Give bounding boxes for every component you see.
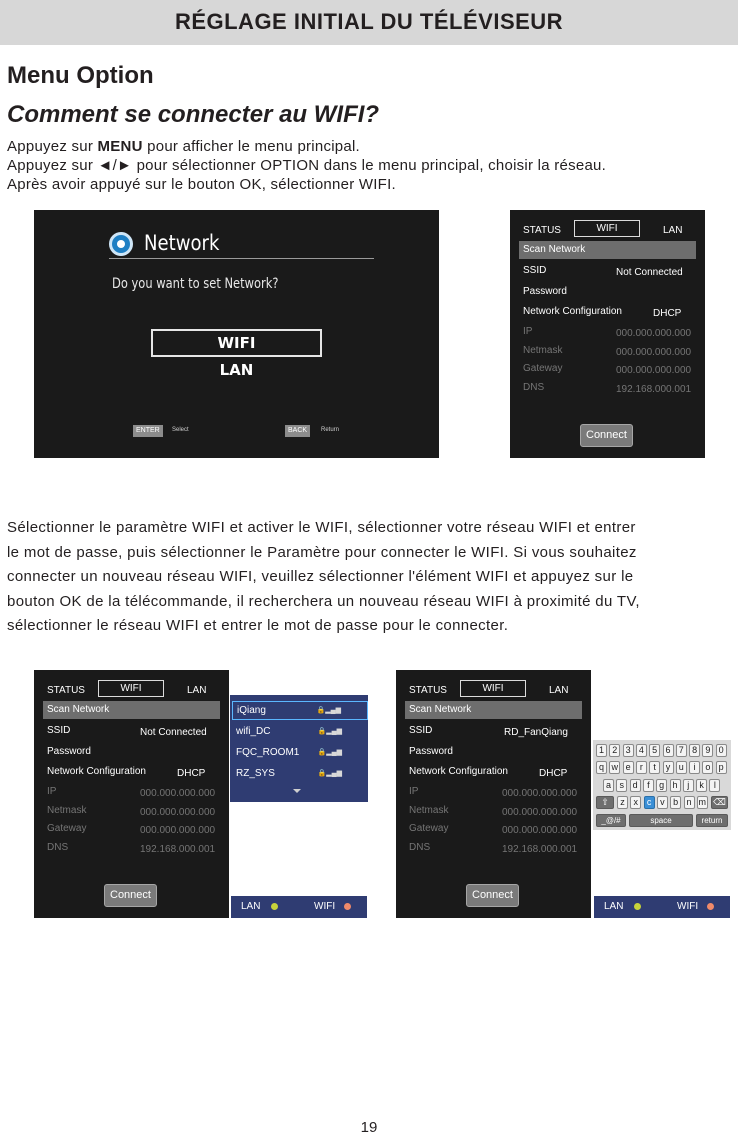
dns-value: 192.168.000.001 bbox=[140, 844, 216, 855]
gateway-label: Gateway bbox=[523, 363, 563, 374]
ip-value: 000.000.000.000 bbox=[616, 328, 692, 339]
connect-button[interactable]: Connect bbox=[466, 884, 519, 907]
ip-value: 000.000.000.000 bbox=[502, 788, 578, 799]
key-w[interactable]: w bbox=[609, 761, 620, 774]
key-s[interactable]: s bbox=[616, 779, 627, 792]
lan-status-dot-icon bbox=[271, 903, 278, 910]
key-n[interactable]: n bbox=[684, 796, 695, 809]
ssid-label[interactable]: SSID bbox=[47, 725, 71, 736]
key-6[interactable]: 6 bbox=[663, 744, 674, 757]
return-key[interactable]: return bbox=[696, 814, 728, 827]
dns-value: 192.168.000.001 bbox=[616, 384, 692, 395]
lock-signal-icon: 🔒▂▄▆ bbox=[316, 707, 341, 714]
lock-signal-icon: 🔒▂▄▆ bbox=[317, 749, 342, 756]
lock-signal-icon: 🔒▂▄▆ bbox=[317, 728, 342, 735]
ssid-label[interactable]: SSID bbox=[409, 725, 433, 736]
ip-label: IP bbox=[409, 786, 419, 797]
tab-status[interactable]: STATUS bbox=[47, 685, 85, 696]
key-1[interactable]: 1 bbox=[596, 744, 607, 757]
key-i[interactable]: i bbox=[689, 761, 700, 774]
key-r[interactable]: r bbox=[636, 761, 647, 774]
key-7[interactable]: 7 bbox=[676, 744, 687, 757]
dns-label: DNS bbox=[47, 842, 69, 853]
key-q[interactable]: q bbox=[596, 761, 607, 774]
ssid-value: RD_FanQiang bbox=[504, 727, 568, 738]
dns-value: 192.168.000.001 bbox=[502, 844, 578, 855]
connection-status-bar-2 bbox=[594, 896, 730, 918]
scroll-down-arrow-icon[interactable] bbox=[293, 789, 301, 793]
ssid-value: Not Connected bbox=[140, 727, 207, 738]
network-dialog-screen bbox=[34, 210, 439, 458]
space-key[interactable]: space bbox=[629, 814, 693, 827]
ip-label: IP bbox=[523, 326, 533, 337]
lan-status-label: LAN bbox=[241, 901, 261, 912]
intro-line-1 bbox=[7, 137, 606, 156]
netmask-value: 000.000.000.000 bbox=[616, 347, 692, 358]
key-a[interactable]: a bbox=[603, 779, 614, 792]
key-c[interactable]: c bbox=[644, 796, 655, 809]
key-0[interactable]: 0 bbox=[716, 744, 727, 757]
tab-lan[interactable]: LAN bbox=[663, 225, 683, 236]
scan-network-item[interactable]: Scan Network bbox=[43, 701, 220, 719]
gateway-value: 000.000.000.000 bbox=[140, 825, 216, 836]
option-wifi[interactable]: WIFI bbox=[151, 329, 322, 357]
wifi-list-item[interactable] bbox=[230, 764, 368, 783]
wifi-network-list bbox=[230, 695, 368, 802]
lock-signal-icon: 🔒▂▄▆ bbox=[317, 770, 342, 777]
symbols-key[interactable]: _@/# bbox=[596, 814, 626, 827]
intro-text bbox=[7, 137, 606, 194]
key-p[interactable]: p bbox=[716, 761, 727, 774]
intro-line-1-post: pour afficher le menu principal. bbox=[142, 138, 360, 155]
key-h[interactable]: h bbox=[670, 779, 681, 792]
scan-network-item[interactable]: Scan Network bbox=[405, 701, 582, 719]
key-9[interactable]: 9 bbox=[702, 744, 713, 757]
network-configuration-label[interactable]: Network Configuration bbox=[523, 306, 622, 317]
title-divider bbox=[109, 258, 374, 259]
wifi-ssid: RZ_SYS bbox=[236, 768, 275, 779]
tab-wifi[interactable]: WIFI bbox=[574, 220, 640, 237]
ssid-label[interactable]: SSID bbox=[523, 265, 547, 276]
dns-label: DNS bbox=[409, 842, 431, 853]
wifi-ssid: iQiang bbox=[237, 705, 266, 716]
ip-label: IP bbox=[47, 786, 57, 797]
tab-status[interactable]: STATUS bbox=[409, 685, 447, 696]
gateway-value: 000.000.000.000 bbox=[502, 825, 578, 836]
key-g[interactable]: g bbox=[656, 779, 667, 792]
back-key-hint: BACK bbox=[285, 425, 310, 437]
wifi-status-dot-icon bbox=[344, 903, 351, 910]
key-2[interactable]: 2 bbox=[609, 744, 620, 757]
key-o[interactable]: o bbox=[702, 761, 713, 774]
onscreen-keyboard bbox=[593, 740, 731, 830]
wifi-list-item[interactable] bbox=[230, 722, 368, 741]
tab-lan[interactable]: LAN bbox=[549, 685, 569, 696]
network-question: Do you want to set Network? bbox=[112, 276, 279, 292]
network-dialog-title: Network bbox=[144, 231, 220, 255]
section-subtitle: Comment se connecter au WIFI? bbox=[7, 101, 380, 128]
connection-status-bar-1 bbox=[231, 896, 367, 918]
key-x[interactable]: x bbox=[630, 796, 641, 809]
network-gear-icon bbox=[109, 232, 133, 256]
key-5[interactable]: 5 bbox=[649, 744, 660, 757]
wifi-settings-screen-2 bbox=[34, 670, 229, 918]
key-e[interactable]: e bbox=[623, 761, 634, 774]
menu-keyword: MENU bbox=[97, 138, 143, 155]
key-u[interactable]: u bbox=[676, 761, 687, 774]
key-8[interactable]: 8 bbox=[689, 744, 700, 757]
paragraph-line: le mot de passe, puis sélectionner le Paramètre pour connecter le WIFI. Si vous souhaitez bbox=[7, 543, 637, 561]
netmask-label: Netmask bbox=[409, 805, 449, 816]
enter-key-label: Select bbox=[172, 427, 189, 433]
password-label[interactable]: Password bbox=[523, 286, 567, 297]
page-number: 19 bbox=[360, 1119, 378, 1135]
netmask-label: Netmask bbox=[47, 805, 87, 816]
gateway-label: Gateway bbox=[409, 823, 449, 834]
network-configuration-label[interactable]: Network Configuration bbox=[409, 766, 508, 777]
ssid-value: Not Connected bbox=[616, 267, 683, 278]
key-k[interactable]: k bbox=[696, 779, 707, 792]
instructions-paragraph bbox=[7, 516, 707, 639]
page-title: RÉGLAGE INITIAL DU TÉLÉVISEUR bbox=[174, 9, 564, 34]
password-label[interactable]: Password bbox=[47, 746, 91, 757]
paragraph-line: sélectionner le réseau WIFI et entrer le mot de passe pour le connecter. bbox=[7, 617, 509, 634]
key-d[interactable]: d bbox=[630, 779, 641, 792]
section-title: Menu Option bbox=[7, 62, 154, 89]
network-configuration-value: DHCP bbox=[653, 308, 682, 319]
connect-button[interactable]: Connect bbox=[104, 884, 157, 907]
wifi-ssid: wifi_DC bbox=[236, 726, 271, 737]
key-b[interactable]: b bbox=[670, 796, 681, 809]
tab-lan[interactable]: LAN bbox=[187, 685, 207, 696]
gateway-label: Gateway bbox=[47, 823, 87, 834]
network-configuration-value: DHCP bbox=[177, 768, 206, 779]
tab-status[interactable]: STATUS bbox=[523, 225, 561, 236]
key-v[interactable]: v bbox=[657, 796, 668, 809]
netmask-label: Netmask bbox=[523, 345, 563, 356]
option-lan[interactable]: LAN bbox=[219, 361, 254, 379]
intro-line-3: Après avoir appuyé sur le bouton OK, sélectionner WIFI. bbox=[7, 176, 396, 193]
wifi-ssid: FQC_ROOM1 bbox=[236, 747, 300, 758]
backspace-key-icon[interactable]: ⌫ bbox=[711, 796, 728, 809]
scan-network-item[interactable]: Scan Network bbox=[519, 241, 696, 259]
key-f[interactable]: f bbox=[643, 779, 654, 792]
intro-line-1-pre: Appuyez sur bbox=[7, 138, 98, 155]
key-m[interactable]: m bbox=[698, 797, 707, 807]
shift-key-icon[interactable]: ⇧ bbox=[596, 796, 614, 809]
key-l[interactable]: l bbox=[709, 779, 720, 792]
network-configuration-value: DHCP bbox=[539, 768, 568, 779]
tab-wifi[interactable]: WIFI bbox=[98, 680, 164, 697]
tab-wifi[interactable]: WIFI bbox=[460, 680, 526, 697]
lan-status-label: LAN bbox=[604, 901, 624, 912]
wifi-status-label: WIFI bbox=[677, 901, 699, 912]
key-3[interactable]: 3 bbox=[623, 744, 634, 757]
page-header bbox=[0, 0, 738, 45]
key-t[interactable]: t bbox=[649, 761, 660, 774]
paragraph-line: bouton OK de la télécommande, il recherchera un nouveau réseau WIFI à proximité du TV, bbox=[7, 592, 640, 610]
network-configuration-label[interactable]: Network Configuration bbox=[47, 766, 146, 777]
wifi-status-dot-icon bbox=[707, 903, 714, 910]
password-label[interactable]: Password bbox=[409, 746, 453, 757]
key-j[interactable]: j bbox=[683, 779, 694, 792]
netmask-value: 000.000.000.000 bbox=[140, 807, 216, 818]
key-y[interactable]: y bbox=[663, 761, 674, 774]
enter-key-hint: ENTER bbox=[133, 425, 163, 437]
dns-label: DNS bbox=[523, 382, 545, 393]
ip-value: 000.000.000.000 bbox=[140, 788, 216, 799]
netmask-value: 000.000.000.000 bbox=[502, 807, 578, 818]
lan-status-dot-icon bbox=[634, 903, 641, 910]
key-4[interactable]: 4 bbox=[636, 744, 647, 757]
paragraph-line: connecter un nouveau réseau WIFI, veuillez sélectionner l'élément WIFI et appuyez sur le bbox=[7, 568, 634, 585]
intro-line-2: Appuyez sur ◄/► pour sélectionner OPTION dans le menu principal, choisir la réseau. bbox=[7, 157, 607, 174]
paragraph-line: Sélectionner le paramètre WIFI et activer le WIFI, sélectionner votre réseau WIFI et entrer bbox=[7, 519, 636, 536]
wifi-settings-screen-1 bbox=[510, 210, 705, 458]
back-key-label: Return bbox=[321, 427, 340, 433]
wifi-list-item[interactable] bbox=[230, 743, 368, 762]
wifi-list-item[interactable] bbox=[232, 701, 368, 720]
connect-button[interactable]: Connect bbox=[580, 424, 633, 447]
wifi-settings-screen-3 bbox=[396, 670, 591, 918]
wifi-status-label: WIFI bbox=[314, 901, 336, 912]
key-z[interactable]: z bbox=[617, 796, 628, 809]
gateway-value: 000.000.000.000 bbox=[616, 365, 692, 376]
